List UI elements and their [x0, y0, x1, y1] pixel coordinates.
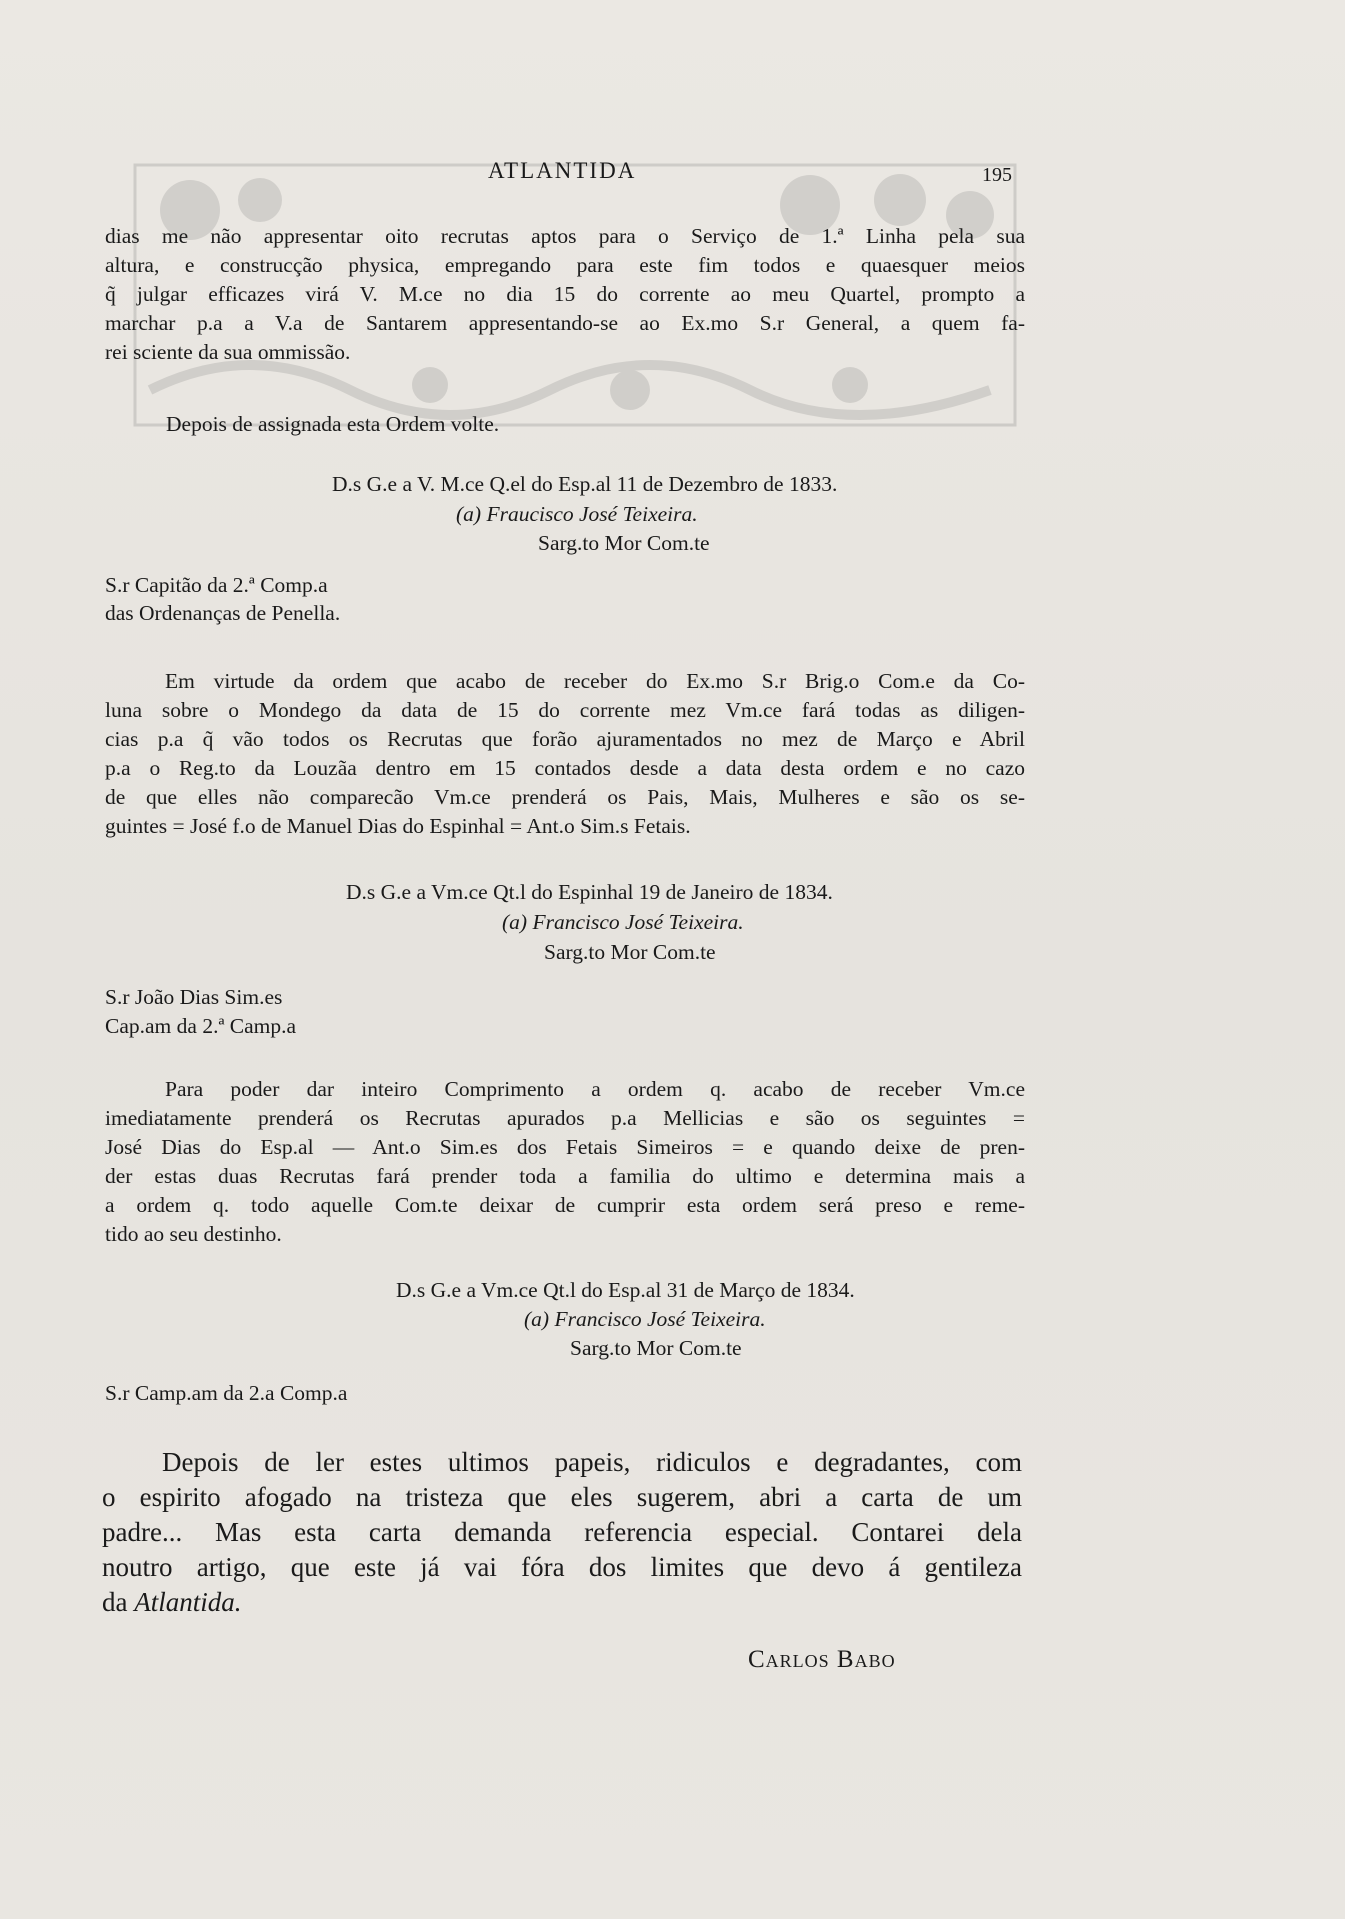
text-line: tido ao seu destinho.: [105, 1222, 282, 1246]
letter-2-body: [105, 667, 1025, 841]
text-line: [102, 1585, 1022, 1620]
text-line: q̃ julgar efficazes virá V. M.ce no dia 15 do corrente ao meu Quartel, prompto a: [105, 282, 1025, 306]
letter-2-addressee: S.r João Dias Sim.es: [105, 985, 283, 1009]
text-line: a ordem q. todo aquelle Com.te deixar de cumprir esta ordem será preso e reme-: [105, 1193, 1025, 1217]
letter-2-addressee: Cap.am da 2.ª Camp.a: [105, 1014, 297, 1038]
text-line: rei sciente da sua ommissão.: [105, 340, 351, 364]
text-line: p.a o Reg.to da Louzãa dentro em 15 contados desde a data desta ordem e no cazo: [105, 756, 1025, 780]
text-fragment: da: [102, 1587, 135, 1617]
text-line: Depois de ler estes ultimos papeis, ridiculos e degradantes, com: [162, 1447, 1022, 1477]
letter-1-addressee: S.r Capitão da 2.ª Comp.a: [105, 573, 328, 597]
text-line: noutro artigo, que este já vai fóra dos limites que devo á gentileza: [102, 1552, 1022, 1582]
letter-3-addressee: S.r Camp.am da 2.a Comp.a: [105, 1381, 348, 1405]
letter-1-body: [105, 222, 1025, 367]
letter-1-date-line: D.s G.e a V. M.ce Q.el do Esp.al 11 de Dezembro de 1833.: [332, 472, 838, 496]
page-number: 195: [982, 164, 1012, 186]
text-line: cias p.a q̃ vão todos os Recrutas que forão ajuramentados no mez de Março e Abril: [105, 727, 1025, 751]
letter-2-date-line: D.s G.e a Vm.ce Qt.l do Espinhal 19 de Janeiro de 1834.: [346, 880, 833, 904]
text-line: o espirito afogado na tristeza que eles sugerem, abri a carta de um: [102, 1482, 1022, 1512]
closing-paragraph: [102, 1445, 1022, 1620]
letter-1-rank: Sarg.to Mor Com.te: [538, 531, 710, 555]
text-line: marchar p.a a V.a de Santarem appresentando-se ao Ex.mo S.r General, a quem fa-: [105, 311, 1025, 335]
running-title: ATLANTIDA: [488, 158, 637, 183]
letter-2-rank: Sarg.to Mor Com.te: [544, 940, 716, 964]
letter-1-postscript: Depois de assignada esta Ordem volte.: [166, 412, 500, 436]
text-line: luna sobre o Mondego da data de 15 do corrente mez Vm.ce fará todas as diligen-: [105, 698, 1025, 722]
author-signature: Carlos Babo: [748, 1646, 896, 1673]
text-line: guintes = José f.o de Manuel Dias do Espinhal = Ant.o Sim.s Fetais.: [105, 814, 691, 838]
text-line: José Dias do Esp.al — Ant.o Sim.es dos Fetais Simeiros = e quando deixe de pren-: [105, 1135, 1025, 1159]
letter-3-body: [105, 1075, 1025, 1249]
text-line: altura, e construcção physica, empregando para este fim todos e quaesquer meios: [105, 253, 1025, 277]
letter-1-signature: (a) Fraucisco José Teixeira.: [456, 502, 698, 526]
text-line: Em virtude da ordem que acabo de receber do Ex.mo S.r Brig.o Com.e da Co-: [165, 669, 1025, 693]
letter-2-signature: (a) Francisco José Teixeira.: [502, 910, 744, 934]
text-line: de que elles não comparecão Vm.ce prenderá os Pais, Mais, Mulheres e são os se-: [105, 785, 1025, 809]
text-line: padre... Mas esta carta demanda referencia especial. Contarei dela: [102, 1517, 1022, 1547]
letter-3-signature: (a) Francisco José Teixeira.: [524, 1307, 766, 1331]
letter-3-rank: Sarg.to Mor Com.te: [570, 1336, 742, 1360]
text-line: imediatamente prenderá os Recrutas apurados p.a Mellicias e são os seguintes =: [105, 1106, 1025, 1130]
letter-3-date-line: D.s G.e a Vm.ce Qt.l do Esp.al 31 de Março de 1834.: [396, 1278, 855, 1302]
text-line: der estas duas Recrutas fará prender toda a familia do ultimo e determina mais a: [105, 1164, 1025, 1188]
text-line: dias me não appresentar oito recrutas aptos para o Serviço de 1.ª Linha pela sua: [105, 224, 1025, 248]
page-header: [0, 158, 1345, 188]
letter-1-addressee: das Ordenanças de Penella.: [105, 601, 341, 625]
journal-title: Atlantida.: [134, 1587, 242, 1617]
text-line: Para poder dar inteiro Comprimento a ordem q. acabo de receber Vm.ce: [165, 1077, 1025, 1101]
